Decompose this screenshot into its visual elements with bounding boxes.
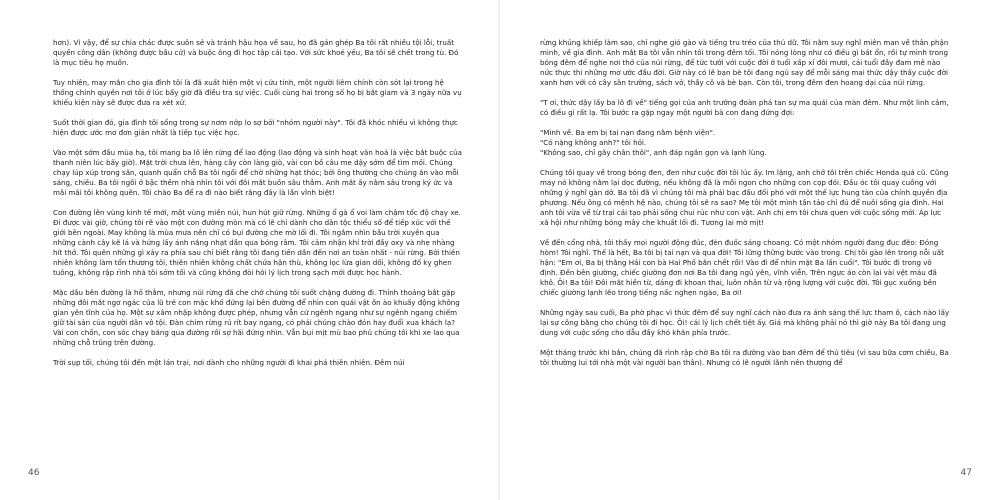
dialogue-line: "Mình về. Ba em bị tai nạn đang nằm bệnh viện". — [540, 128, 716, 137]
dialogue-line: "Không sao, chỉ gãy chân thôi", anh đáp ngắn gọn và lạnh lùng. — [540, 148, 767, 157]
paragraph: Con đường lên vùng kinh tế mới, một vùng miền núi, hun hút giữ rừng. Những ổ gà ổ voi làm chậm tốc độ chạy xe. Đi được vài giờ, chúng tôi rẽ vào một con đường mòn mà có lẽ chỉ dành cho dân tộc thiểu số để tiếp xúc với thế giới bên ngoài. May không là mùa mưa nên chỉ có bụi đường che mờ lối đi. Tôi ngắm nhìn bầu trời xuyên qua những cành cây kẽ lá và hứng lấy ánh nắng nhạt dần qua bóng râm. Tôi cảm nhận khí trời đầy oxy và nhẹ nhàng hít thở. Tôi quên những gì xảy ra phía sau chỉ biết rằng tôi đang tiến dần đến nơi an toàn nhất - núi rừng. Bởi thiên nhiên không làm tổn thương tôi, thiên nhiên không chất chứa hận thù, không lọc lừa gian dối, không đố kỵ ghen tuông, không rập rình nhà tôi sớm tối và cũng không đòi hỏi lý lịch trong sạch mới được học hành. — [53, 208, 461, 277]
paragraph: Mặc dầu bên đường là hố thẳm, nhưng núi rừng đã che chở chúng tôi suốt chặng đường đi. Thỉnh thoảng bắt gặp những đôi mắt ngơ ngác của lũ trẻ con mặc khố đứng lại bên đường để nhìn con quái vật ồn ào khuấy động không gian yên tĩnh của họ. Một sự xâm nhập không được phép, nhưng vẫn cứ ngênh ngang như sự ngênh ngang chiếm giữ tài sản của người dân vô tội. Đàn chim rừng rủ rỉt bay ngang, có phải chúng chào đón hay đuổi xua khách lạ? Vài con chồn, con sóc chạy băng qua đường rồi sợ hãi đứng nhìn. Vẫn bụi mịt mù bao phủ chúng tôi khi xe lao qua những chỗ trũng trên đường. — [53, 288, 460, 347]
paragraph: Chúng tôi quay về trong bóng đen, đen như cuộc đời tôi lúc ấy. Im lặng, anh chở tôi trên chiếc Honda quá cũ. Cũng may nó không nằm lại dọc đường, nếu không đã là mồi ngon cho những con cọp đói. Đầu óc tôi quay cuồng với những ý nghĩ gàn dở. Ba tôi đã vì chúng tôi mà phải bạc đầu đối phó với một thế lực hung tàn của chính quyền địa phương. Nếu ông có mệnh hệ nào, chúng tôi sẽ ra sao? Mẹ tôi một mình tần tảo chỉ đủ để nuôi sống gia đình. Hai anh tôi vừa về từ trại cải tạo phải sống chui rúc như con vật. Anh chị em tôi chưa quen với cuộc sống mới. Áp lực xã hội như những bóng mây che khuất lối đi. Tương lai mờ mịt! — [540, 168, 949, 227]
right-text-column — [540, 38, 950, 378]
page-number-right: 47 — [960, 468, 972, 478]
paragraph: Vào một sớm đầu mùa hạ, tôi mang ba lô lên rừng để lao động (lao động và sinh hoạt văn hoá là việc bắt buộc của thanh niên lúc bấy giờ). Mặt trời chưa lên, hàng cây còn làng giò, vài con bồ câu me dậy sớm để tìm mồi. Chúng chạy lúp xúp trong sân, quanh quẩn chỗ Ba tôi ngồi để chờ những hạt thóc; bởi ông thường cho chúng ăn vào mỗi sáng, chiều. Ba tôi ngồi ở bậc thềm nhà nhìn tôi với đôi mắt buồn sâu thẳm. Anh mắt ấy nằm sâu trong ký ức và mãi mãi tôi không quên. Tôi chào Ba để ra đi nào biết rằng đây là lần vĩnh biệt! — [53, 148, 462, 197]
paragraph: Trời sụp tối, chúng tôi đến một lán trại, nơi dành cho những người đi khai phá thiên nhiên. Đêm núi — [53, 358, 405, 367]
paragraph: Về đến cổng nhà, tôi thấy mọi người động đúc, đèn đuốc sáng choang. Có một nhóm người đang đục đẽo: Đóng hòm! Tôi nghĩ. Thế là hết, Ba tôi bị tai nạn và qua đời! Tôi lững thững bước vào trong. Chị tôi gào lên trong nỗi uất hận: "Em ơi, Ba bị thằng Hải con bà Hai Phố bắn chết rồi! Vào đi để nhìn mặt Ba lần cuối". Tôi bước đi trong vô định. Đến bên giường, chiếc giường đơn nơi Ba tôi đang ngủ yên, vĩnh viễn. Trên ngực áo còn lại vài vệt máu đã khô. Ôi! Ba tôi! Đôi mắt hiền từ, dáng đi khoan thai, luôn nhân từ và rộng lượng với cuộc đời. Tôi gục xuống bên chiếc giường lạnh lẽo trong tiếng nấc nghẹn ngào, Ba ơi! — [540, 238, 944, 297]
paragraph: Suốt thời gian đó, gia đình tôi sống trong sự nơm nớp lo sợ bởi "nhóm người này". Tôi đã khóc nhiều vì không thực hiện được ước mơ đơn giản nhất là tiếp tục việc học. — [53, 118, 458, 137]
paragraph: hơn). Vì vậy, để sự chia chác được suôn sẻ và tránh hậu họa về sau, họ đã gán ghép Ba tôi rất nhiều tội lỗi, truất quyền công dân (không được bầu cử) và buộc ông đi học tập cải tạo. Với sức khoẻ yếu, Ba tôi sẽ chết trong tù. Đó là mục tiêu họ muốn. — [53, 38, 459, 67]
paragraph: Một tháng trước khi bắn, chúng đã rình rập chờ Ba tôi ra đường vào ban đêm để thủ tiêu (vì sau bữa cơm chiều, Ba tôi thường lui tới nhà một vài người bạn thân). Nhưng có lẽ người lãnh nên thượng để — [540, 348, 949, 367]
paragraph: "T ơi, thức dậy lấy ba lô đi về" tiếng gọi của anh trưởng đoàn phá tan sự ma quái của màn đêm. Như một linh cảm, có điều gì rất lạ. Tôi bước ra gặp ngay một người bà con đang đứng đợi: — [540, 98, 949, 117]
paragraph: Những ngày sau cuối, Ba phờ phạc vì thức đêm để suy nghĩ cách nào đưa ra ánh sáng thế lực tham ô, cách nào lấy lại sự công bằng cho chúng tôi đi học. Ôi! cái lý lịch chết tiệt ấy. Giá mà không phải nó thì giờ này Ba tôi đang ung dung với cuộc sống cho dẫu đầy khó khăn phía trước. — [540, 308, 950, 337]
left-text-column — [53, 38, 463, 378]
right-page — [500, 0, 1000, 500]
paragraph: Tuy nhiên, may mắn cho gia đình tôi là đã xuất hiện một vị cứu tinh, một người liêm chính còn sót lại trong hệ thống chính quyền nơi tôi ở lúc bấy giờ đã điều tra sự việc. Cuối cùng hai trong số họ bị bắt giam và 3 ngày nữa vụ khiếu kiện này sẽ được đưa ra xét xử. — [53, 78, 462, 107]
page-number-left: 46 — [28, 468, 40, 478]
paragraph: rừng khủng khiếp làm sao, chỉ nghe gió gào và tiếng tru tréo của thú dữ. Tôi nằm suy nghĩ miên man về thân phận mình, về gia đình. Anh mắt Ba tôi vẫn nhìn tôi trong đêm tối. Tôi nóng lòng như có điều gì bất ổn, rồi tự mình trong bóng đêm để nghe nơi thở của núi rừng, để tức tưởi với cuộc đời ở tuổi xấp xỉ đôi mươi, cái tuổi đầy đam mê nào nức thực thi những mơ ước đầu đời. Giờ này có lẽ bạn bè tôi đang ngủ say để mỗi sáng mai thức dậy thấy cuộc đời xanh hơn với cỏ cây sân trường, sách vở, thầy cô và bè bạn. Còn tôi, trong đêm đen hoang dại của núi rừng. — [540, 38, 949, 87]
dialogue-line: "Có nặng không anh?" tôi hỏi. — [540, 138, 647, 147]
